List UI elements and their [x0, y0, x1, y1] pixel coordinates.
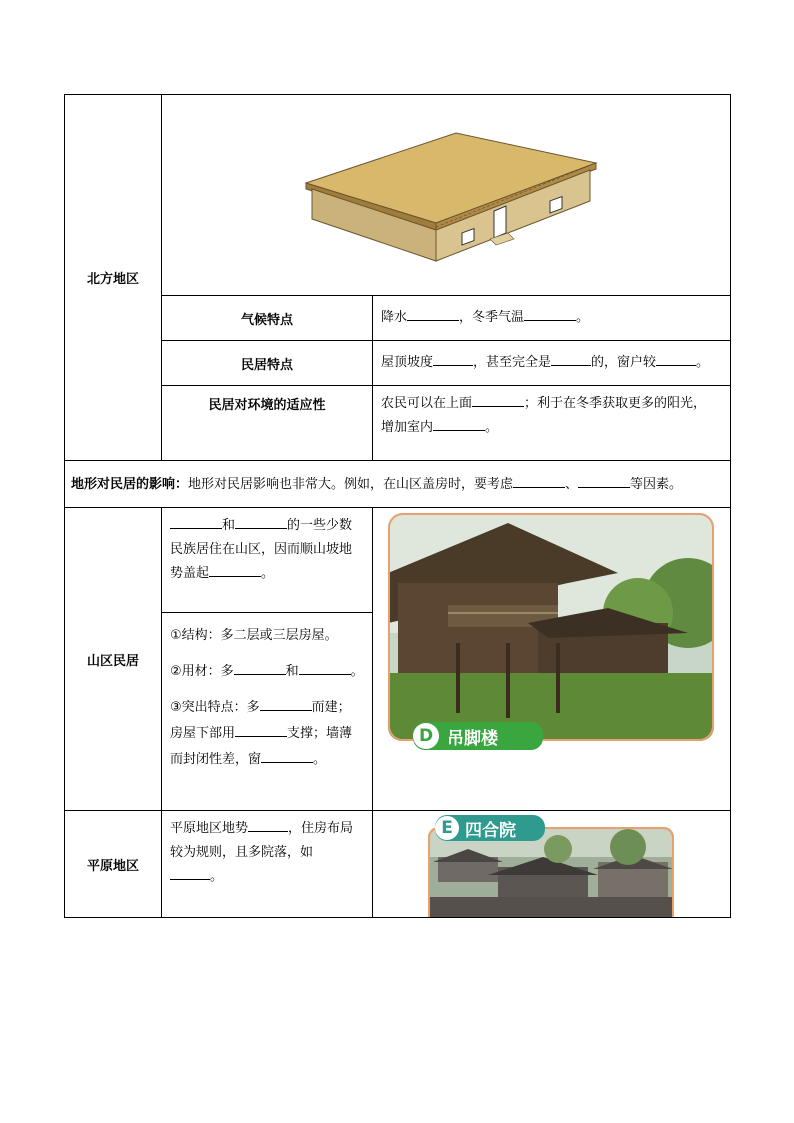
blank[interactable]	[472, 392, 524, 407]
climate-answer: 降水 ，冬季气温 。	[373, 296, 731, 341]
blank[interactable]	[551, 351, 591, 366]
blank[interactable]	[260, 696, 312, 711]
siheyuan-photo-cell	[373, 811, 731, 918]
plain-description: 平原地区地势 ，住房布局 较为规则，且多院落，如 。	[162, 811, 373, 918]
blank[interactable]	[234, 660, 286, 675]
blank[interactable]	[524, 306, 576, 321]
blank[interactable]	[209, 562, 261, 577]
blank[interactable]	[248, 817, 288, 832]
letter-e-badge: E	[435, 816, 459, 840]
climate-label: 气候特点	[162, 296, 373, 341]
north-region-label: 北方地区	[65, 95, 162, 461]
blank[interactable]	[513, 473, 565, 488]
diaojiaolou-photo	[388, 513, 714, 741]
adaptation-answer: 农民可以在上面 ；利于在冬季获取更多的阳光， 增加室内 。	[373, 386, 731, 461]
blank[interactable]	[578, 473, 630, 488]
blank[interactable]	[299, 660, 351, 675]
north-house-illustration	[286, 123, 606, 263]
house-feature-answer: 屋顶坡度 ，甚至完全是 的，窗户较 。	[373, 341, 731, 386]
blank[interactable]	[235, 722, 287, 737]
mountain-details: ①结构：多二层或三层房屋。 ②用材：多 和 。 ③突出特点：多 而建； 房屋下部用 支撑；墙薄 而封闭性差，窗 。	[162, 613, 373, 811]
blank[interactable]	[261, 748, 313, 763]
blank[interactable]	[170, 865, 210, 880]
blank[interactable]	[433, 416, 485, 431]
blank[interactable]	[656, 351, 696, 366]
photo-tag-e: E 四合院	[435, 815, 545, 841]
diaojiaolou-photo-cell	[373, 508, 731, 811]
mountain-intro: 和 的一些少数 民族居住在山区，因而顺山坡地 势盖起 。	[162, 508, 373, 613]
terrain-influence: 地形对民居的影响：地形对民居影响也非常大。例如，在山区盖房时，要考虑 、 等因素。	[65, 461, 731, 508]
blank[interactable]	[407, 306, 459, 321]
plain-region-label: 平原地区	[65, 811, 162, 918]
blank[interactable]	[235, 514, 287, 529]
blank[interactable]	[433, 351, 473, 366]
mountain-region-label: 山区民居	[65, 508, 162, 811]
letter-d-badge: D	[413, 723, 439, 749]
north-house-illustration-cell	[162, 95, 731, 296]
house-feature-label: 民居特点	[162, 341, 373, 386]
adaptation-label: 民居对环境的适应性	[162, 386, 373, 461]
photo-tag-d: D 吊脚楼	[413, 722, 543, 750]
blank[interactable]	[170, 514, 222, 529]
worksheet-table	[64, 94, 731, 918]
